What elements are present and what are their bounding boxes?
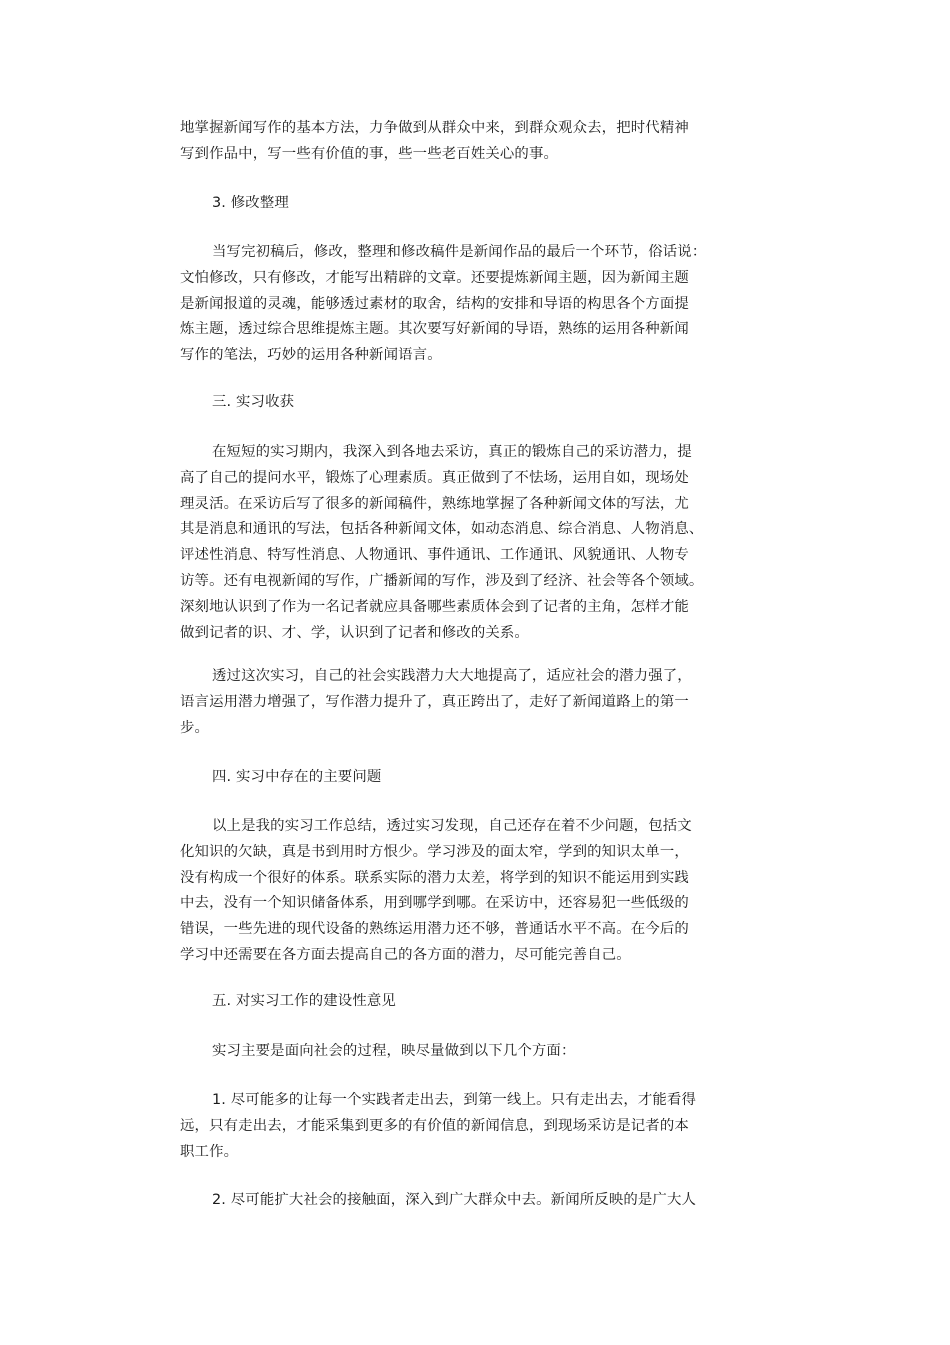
text-line: 评述性消息、特写性消息、人物通讯、事件通讯、工作通讯、风貌通讯、人物专 [180, 547, 689, 564]
text-line: 当写完初稿后，修改，整理和修改稿件是新闻作品的最后一个环节，俗话说： [212, 244, 707, 260]
paragraph-continuation [180, 116, 716, 168]
section-heading-suggestions [180, 989, 748, 1015]
section-heading-gains [180, 390, 748, 416]
text-line: 理灵活。在采访后写了很多的新闻稿件，熟练地掌握了各种新闻文体的写法，尤 [180, 495, 689, 512]
paragraph-revise [180, 240, 716, 369]
text-line: 写到作品中，写一些有价值的事，些一些老百姓关心的事。 [180, 145, 559, 162]
text-line: 1. 尽可能多的让每一个实践者走出去，到第一线上。只有走出去，才能看得 [212, 1092, 697, 1108]
text-line: 深刻地认识到了作为一名记者就应具备哪些素质体会到了记者的主角，怎样才能 [180, 598, 689, 615]
text-line: 炼主题，透过综合思维提炼主题。其次要写好新闻的导语，熟练的运用各种新闻 [180, 321, 689, 338]
text-line: 实习主要是面向社会的过程，映尽量做到以下几个方面： [212, 1043, 576, 1059]
paragraph-suggestion-2 [180, 1188, 716, 1214]
text-line: 中去，没有一个知识储备体系，用到哪学到哪。在采访中，还容易犯一些低级的 [180, 895, 689, 912]
paragraph-problems [180, 814, 716, 969]
text-line: 做到记者的识、才、学，认识到了记者和修改的关系。 [180, 624, 529, 641]
text-line: 以上是我的实习工作总结，透过实习发现，自己还存在着不少问题，包括文 [212, 818, 692, 834]
paragraph-suggestions-intro [180, 1039, 748, 1065]
text-line: 是新闻报道的灵魂，能够透过素材的取舍，结构的安排和导语的构思各个方面提 [180, 295, 689, 312]
text-line: 文怕修改，只有修改，才能写出精辟的文章。还要提炼新闻主题，因为新闻主题 [180, 269, 689, 286]
paragraph-gains-1 [180, 440, 716, 646]
text-line: 学习中还需要在各方面去提高自己的各方面的潜力，尽可能完善自己。 [180, 946, 631, 963]
text-line: 步。 [180, 719, 210, 736]
text-line: 职工作。 [180, 1143, 239, 1160]
heading-text: 三. 实习收获 [212, 394, 295, 410]
text-line: 写作的笔法，巧妙的运用各种新闻语言。 [180, 347, 442, 364]
text-line: 远，只有走出去，才能采集到更多的有价值的新闻信息，到现场采访是记者的本 [180, 1117, 689, 1134]
paragraph-gains-2 [180, 664, 716, 741]
heading-text: 四. 实习中存在的主要问题 [212, 769, 382, 785]
text-line: 高了自己的提问水平，锻炼了心理素质。真正做到了不怯场，运用自如，现场处 [180, 469, 689, 486]
text-line: 化知识的欠缺，真是书到用时方恨少。学习涉及的面太窄，学到的知识太单一， [180, 843, 689, 860]
text-line: 错误，一些先进的现代设备的熟练运用潜力还不够，普通话水平不高。在今后的 [180, 921, 689, 938]
heading-text: 五. 对实习工作的建设性意见 [212, 993, 396, 1009]
text-line: 其是消息和通讯的写法，包括各种新闻文体，如动态消息、综合消息、人物消息、 [180, 521, 704, 538]
heading-text: 3. 修改整理 [212, 195, 289, 211]
text-line: 地掌握新闻写作的基本方法，力争做到从群众中来，到群众观众去，把时代精神 [180, 120, 689, 136]
text-line: 透过这次实习，自己的社会实践潜力大大地提高了，适应社会的潜力强了， [212, 668, 692, 684]
text-line: 访等。还有电视新闻的写作，广播新闻的写作，涉及到了经济、社会等各个领域。 [180, 572, 704, 589]
text-line: 2. 尽可能扩大社会的接触面，深入到广大群众中去。新闻所反映的是广大人 [212, 1192, 697, 1208]
section-heading-revise [180, 191, 748, 217]
paragraph-suggestion-1 [180, 1088, 716, 1165]
text-line: 没有构成一个很好的体系。联系实际的潜力太差，将学到的知识不能运用到实践 [180, 869, 689, 886]
section-heading-problems [180, 765, 748, 791]
text-line: 在短短的实习期内，我深入到各地去采访，真正的锻炼自己的采访潜力，提 [212, 444, 692, 460]
text-line: 语言运用潜力增强了，写作潜力提升了，真正跨出了，走好了新闻道路上的第一 [180, 693, 689, 710]
